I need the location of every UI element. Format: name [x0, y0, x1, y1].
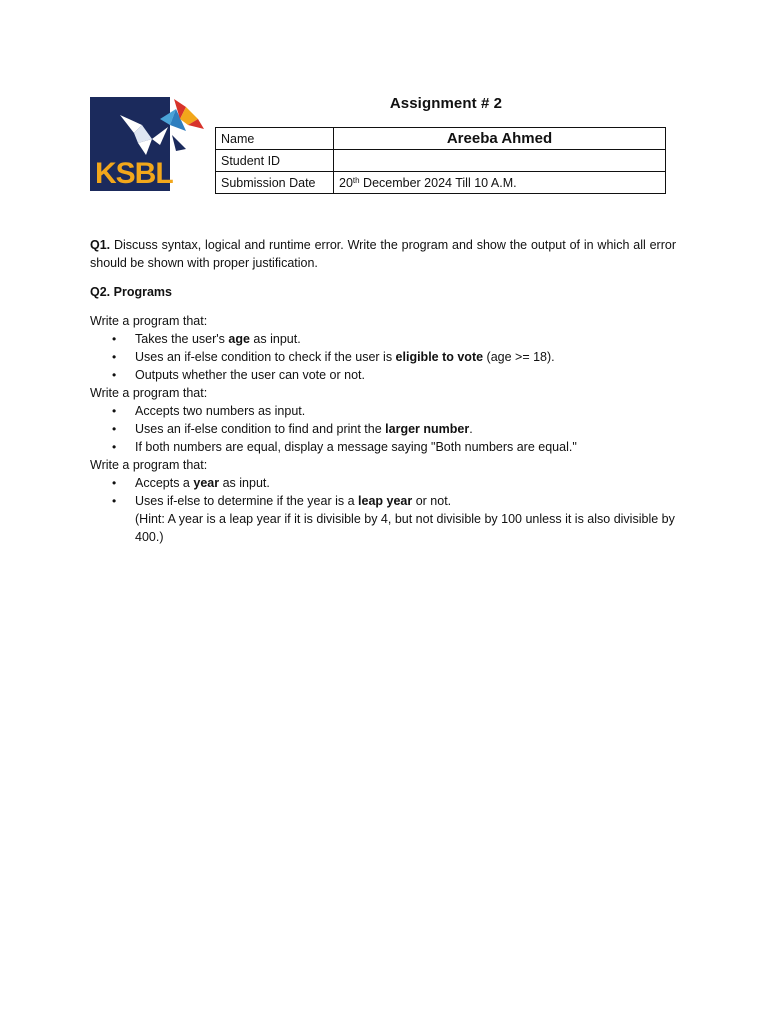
student-id-value	[334, 150, 666, 172]
logo-text: KSBL	[95, 157, 173, 190]
item-text: If both numbers are equal, display a message saying "Both numbers are equal."	[135, 440, 577, 454]
question-1-label: Q1.	[90, 238, 111, 252]
submission-day: 20	[339, 175, 353, 190]
item-text: Uses if-else to determine if the year is a	[135, 494, 359, 508]
submission-date-value	[334, 172, 666, 194]
list-item	[112, 402, 676, 420]
item-text-end: as input.	[219, 476, 270, 490]
item-text: Accepts two numbers as input.	[135, 404, 306, 418]
table-row	[216, 128, 666, 150]
name-value: Areeba Ahmed	[334, 128, 666, 150]
program-2-list	[90, 402, 676, 456]
program-3-intro: Write a program that:	[90, 458, 208, 472]
item-text: Outputs whether the user can vote or not.	[135, 368, 365, 382]
item-text: Uses an if-else condition to find and print the	[135, 422, 386, 436]
assignment-content	[90, 236, 676, 546]
program-1-intro: Write a program that:	[90, 314, 208, 328]
question-2-heading: Q2. Programs	[90, 285, 172, 299]
list-item	[112, 492, 676, 510]
bullet-icon: •	[112, 332, 117, 346]
item-text: Takes the user's	[135, 332, 229, 346]
item-text: Accepts a	[135, 476, 194, 490]
list-item	[112, 474, 676, 492]
question-1-text: Discuss syntax, logical and runtime error. Write the program and show the output of in which all error should be shown with proper justification.	[90, 238, 676, 270]
program-2-intro: Write a program that:	[90, 386, 208, 400]
name-label: Name	[216, 128, 334, 150]
bullet-icon: •	[112, 422, 117, 436]
list-item	[112, 420, 676, 438]
bullet-icon: •	[112, 440, 117, 454]
item-bold: age	[228, 332, 250, 346]
program-3-list	[90, 474, 676, 510]
list-item	[112, 330, 676, 348]
list-item	[112, 438, 676, 456]
list-item	[112, 348, 676, 366]
program-1-list	[90, 330, 676, 384]
assignment-title: Assignment # 2	[389, 95, 503, 112]
list-item	[112, 366, 676, 384]
item-text-end: or not.	[412, 494, 452, 508]
student-id-label: Student ID	[216, 150, 334, 172]
bullet-icon: •	[112, 476, 117, 490]
bullet-icon: •	[112, 368, 117, 382]
item-bold: year	[193, 476, 220, 490]
bullet-icon: •	[112, 350, 117, 364]
item-text-end: as input.	[249, 332, 301, 346]
table-row	[216, 150, 666, 172]
item-bold: larger number	[385, 422, 470, 436]
item-bold: eligible to vote	[395, 350, 484, 364]
item-text-end: .	[469, 422, 473, 436]
item-text: Uses an if-else condition to check if the user is	[135, 350, 396, 364]
item-text-end: (age >= 18).	[483, 350, 555, 364]
table-row	[216, 172, 666, 194]
submission-date-rest: December 2024 Till 10 A.M.	[359, 175, 517, 190]
submission-date-label: Submission Date	[216, 172, 334, 194]
bullet-icon: •	[112, 404, 117, 418]
item-bold: leap year	[358, 494, 413, 508]
leap-year-hint: (Hint: A year is a leap year if it is divisible by 4, but not divisible by 100 unless it is also divisible by 400.)	[135, 512, 675, 544]
question-1	[90, 236, 676, 272]
student-info-table	[215, 127, 666, 194]
submission-day-suffix: th	[352, 175, 360, 185]
bullet-icon: •	[112, 494, 117, 508]
